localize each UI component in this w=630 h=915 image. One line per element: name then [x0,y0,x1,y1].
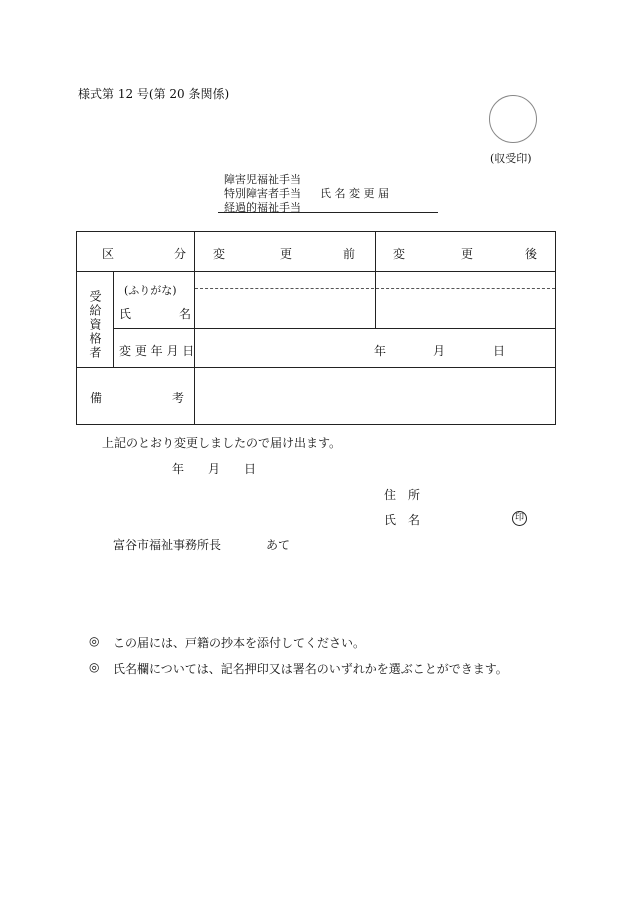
receipt-stamp-circle [489,95,537,143]
header-after-1: 変 [393,247,406,261]
seal-mark: 印 [512,511,527,526]
header-before-3: 前 [343,247,356,261]
applicant-name-label-2: 名 [408,513,421,527]
receipt-stamp-label: (収受印) [490,152,532,165]
title-allowance-1: 障害児福祉手当 [224,173,301,186]
change-date-year: 年 [374,344,387,358]
note-2-mark: ◎ [89,660,100,674]
header-category-1: 区 [102,247,115,261]
address-label-2: 所 [408,488,421,502]
remarks-label-2: 考 [172,391,185,405]
furigana-label: (ふりがな) [124,284,177,297]
recipient-label: 受給資格者 [88,290,102,360]
form-number: 様式第 12 号(第 20 条関係) [78,87,230,101]
declaration-day: 日 [244,462,257,476]
declaration-month: 月 [208,462,221,476]
change-date-label: 変 更 年 月 日 [119,344,195,358]
header-after-3: 後 [525,247,538,261]
addressee-office: 富谷市福祉事務所長 [113,538,222,552]
title-allowance-3: 経過的福祉手当 [224,201,301,214]
header-after-2: 更 [461,247,474,261]
change-date-day: 日 [493,344,506,358]
note-1-mark: ◎ [89,634,100,648]
note-1-text: この届には、戸籍の抄本を添付してください。 [113,636,366,650]
applicant-name-label-1: 氏 [384,513,397,527]
change-date-month: 月 [433,344,446,358]
form-title: 氏 名 変 更 届 [320,187,389,200]
title-allowance-2: 特別障害者手当 [224,187,301,200]
address-label-1: 住 [384,488,397,502]
header-before-2: 更 [280,247,293,261]
remarks-label-1: 備 [90,391,103,405]
addressee-suffix: あて [266,538,291,552]
name-label-2: 名 [179,307,192,321]
declaration-year: 年 [172,462,185,476]
declaration-text: 上記のとおり変更しましたので届け出ます。 [102,436,342,450]
note-2-text: 氏名欄については、記名押印又は署名のいずれかを選ぶことができます。 [113,662,508,676]
name-label-1: 氏 [119,307,132,321]
header-before-1: 変 [213,247,226,261]
title-underline [218,212,438,213]
header-category-2: 分 [174,247,187,261]
